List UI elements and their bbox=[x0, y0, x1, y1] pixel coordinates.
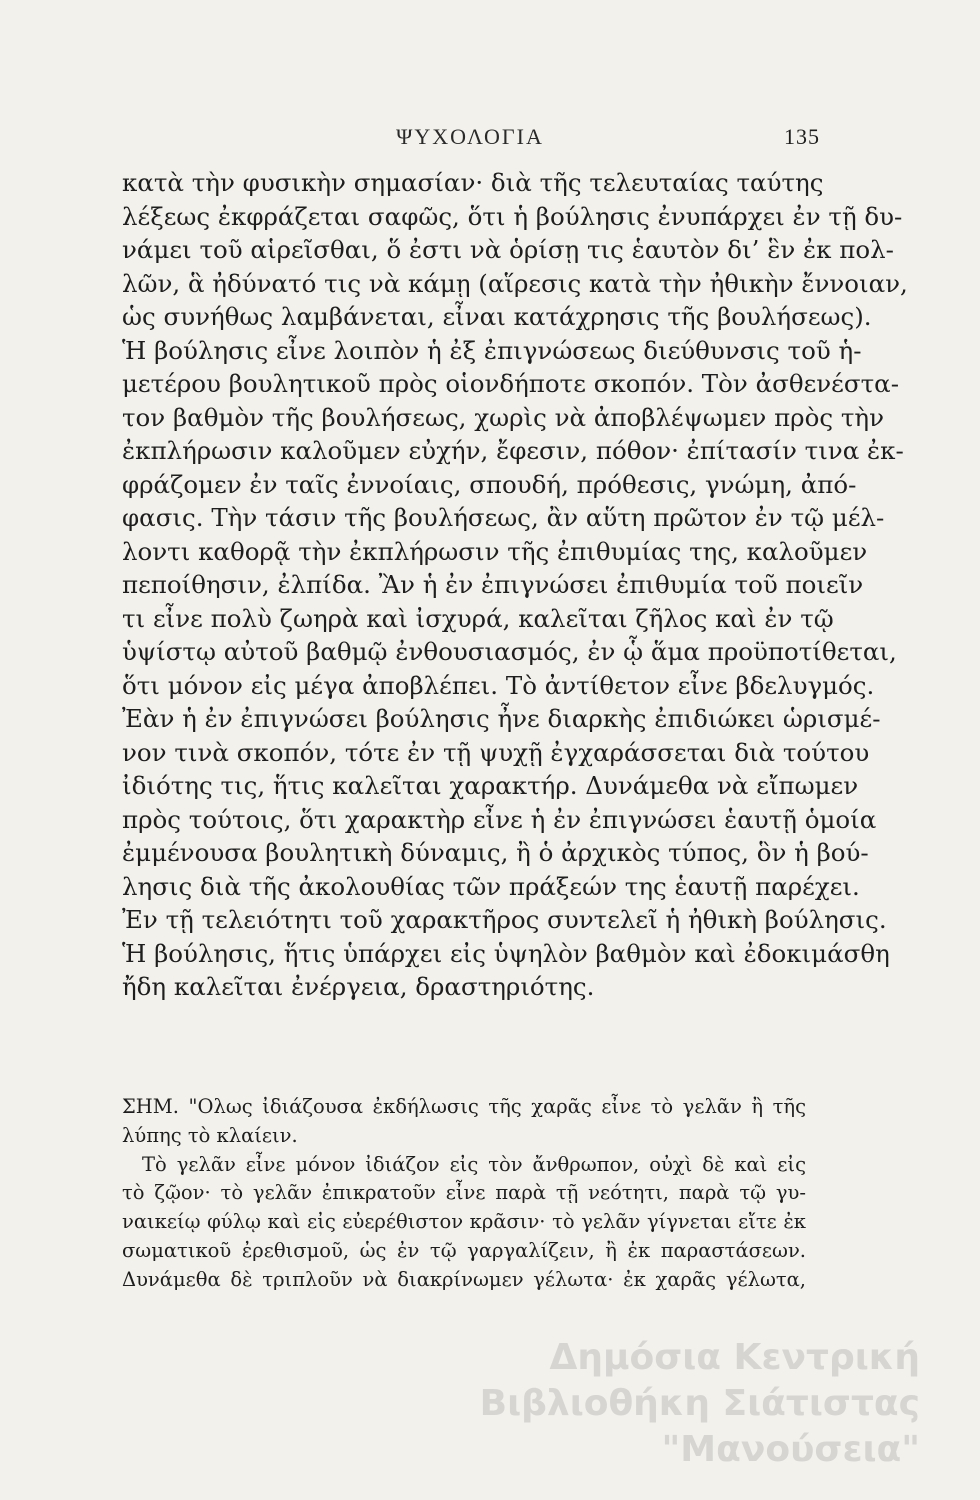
main-text bbox=[122, 166, 908, 1004]
text-line: νον τινὰ σκοπόν, τότε ἐν τῇ ψυχῇ ἐγχαράσσεται διὰ τούτου bbox=[122, 737, 870, 767]
text-line: ἐμμένουσα βουλητικὴ δύναμις, ἢ ὁ ἀρχικὸς τύπος, ὃν ἡ βού- bbox=[122, 838, 869, 867]
watermark-line: Δημόσια Κεντρική bbox=[549, 1337, 920, 1378]
text-line: λησις διὰ τῆς ἀκολουθίας τῶν πράξεών της ἑαυτῇ παρέχει. bbox=[122, 871, 860, 901]
running-title: ΨΥΧΟΛΟΓΙΑ bbox=[396, 124, 544, 149]
text-line: φασις. Τὴν τάσιν τῆς βουλήσεως, ἂν αὕτη πρῶτον ἐν τῷ μέλ- bbox=[122, 503, 885, 532]
note-line: Τὸ γελᾶν εἶνε μόνον ἰδιάζον εἰς τὸν ἄνθρωπον, οὐχὶ δὲ καὶ εἰς bbox=[142, 1152, 806, 1176]
note-line: σωματικοῦ ἐρεθισμοῦ, ὡς ἐν τῷ γαργαλίζειν, ἢ ἐκ παραστάσεων. bbox=[122, 1238, 806, 1262]
text-line: ἤδη καλεῖται ἐνέργεια, δραστηριότης. bbox=[122, 972, 595, 1001]
text-line: λοντι καθορᾷ τὴν ἐκπλήρωσιν τῆς ἐπιθυμίας της, καλοῦμεν bbox=[122, 536, 868, 566]
text-line: πρὸς τούτοις, ὅτι χαρακτὴρ εἶνε ἡ ἐν ἐπιγνώσει ἑαυτῇ ὁμοία bbox=[122, 804, 877, 834]
library-watermark bbox=[300, 1335, 920, 1473]
text-line: ὑψίστῳ αὐτοῦ βαθμῷ ἐνθουσιασμός, ἐν ᾧ ἅμα προϋποτίθεται, bbox=[122, 637, 897, 666]
text-line: λέξεως ἐκφράζεται σαφῶς, ὅτι ἡ βούλησις ἐνυπάρχει ἐν τῇ δυ- bbox=[122, 201, 903, 231]
text-line: κατὰ τὴν φυσικὴν σημασίαν· διὰ τῆς τελευταίας ταύτης bbox=[122, 168, 824, 197]
text-line: τον βαθμὸν τῆς βουλήσεως, χωρὶς νὰ ἀποβλέψωμεν πρὸς τὴν bbox=[122, 402, 884, 432]
text-line: λῶν, ἃ ἠδύνατό τις νὰ κάμῃ (αἵρεσις κατὰ τὴν ἠθικὴν ἔννοιαν, bbox=[122, 268, 908, 298]
page-header bbox=[120, 124, 820, 154]
text-line: πεποίθησιν, ἐλπίδα. Ἂν ἡ ἐν ἐπιγνώσει ἐπιθυμία τοῦ ποιεῖν bbox=[122, 570, 864, 599]
text-line: ἰδιότης τις, ἥτις καλεῖται χαρακτήρ. Δυνάμεθα νὰ εἴπωμεν bbox=[122, 771, 859, 800]
text-line: ὡς συνήθως λαμβάνεται, εἶναι κατάχρησις τῆς βουλήσεως). bbox=[122, 302, 872, 331]
footnote bbox=[122, 1093, 806, 1295]
page-number: 135 bbox=[784, 124, 820, 149]
text-line: Ἡ βούλησις εἶνε λοιπὸν ἡ ἐξ ἐπιγνώσεως διεύθυνσις τοῦ ἡ- bbox=[122, 335, 862, 365]
note-line: λύπης τὸ κλαίειν. bbox=[122, 1123, 298, 1147]
text-line: τι εἶνε πολὺ ζωηρὰ καὶ ἰσχυρά, καλεῖται ζῆλος καὶ ἐν τῷ bbox=[122, 603, 834, 633]
text-line: ὅτι μόνον εἰς μέγα ἀποβλέπει. Τὸ ἀντίθετον εἶνε βδελυγμός. bbox=[122, 670, 875, 700]
text-line: Ἐν τῇ τελειότητι τοῦ χαρακτῆρος συντελεῖ ἡ ἠθικὴ βούλησις. bbox=[122, 905, 887, 934]
text-line: φράζομεν ἐν ταῖς ἐννοίαις, σπουδή, πρόθεσις, γνώμη, ἀπό- bbox=[122, 469, 857, 499]
text-line: νάμει τοῦ αἱρεῖσθαι, ὅ ἐστι νὰ ὁρίσῃ τις ἑαυτὸν δι’ ἓν ἐκ πολ- bbox=[122, 235, 894, 264]
note-line: ΣΗΜ. "Ολως ἰδιάζουσα ἐκδήλωσις τῆς χαρᾶς εἶνε τὸ γελᾶν ἢ τῆς bbox=[122, 1095, 806, 1118]
text-line: ἐκπλήρωσιν καλοῦμεν εὐχήν, ἔφεσιν, πόθον· ἐπίτασίν τινα ἐκ- bbox=[122, 436, 904, 465]
text-line: Ἡ βούλησις, ἥτις ὑπάρχει εἰς ὑψηλὸν βαθμὸν καὶ ἐδοκιμάσθη bbox=[122, 938, 890, 968]
text-line: Ἐὰν ἡ ἐν ἐπιγνώσει βούλησις ἦνε διαρκὴς ἐπιδιώκει ὡρισμέ- bbox=[122, 704, 881, 733]
note-line: τὸ ζῷον· τὸ γελᾶν ἐπικρατοῦν εἶνε παρὰ τῇ νεότητι, παρὰ τῷ γυ- bbox=[122, 1181, 806, 1205]
note-line: Δυνάμεθα δὲ τριπλοῦν νὰ διακρίνωμεν γέλωτα· ἐκ χαρᾶς γέλωτα, bbox=[122, 1267, 806, 1291]
watermark-line: Βιβλιοθήκη Σιάτιστας "Μανούσεια" bbox=[479, 1383, 920, 1470]
text-line: μετέρου βουλητικοῦ πρὸς οἱονδήποτε σκοπόν. Τὸν ἀσθενέστα- bbox=[122, 369, 899, 398]
note-line: ναικείῳ φύλῳ καὶ εἰς εὐερέθιστον κρᾶσιν· τὸ γελᾶν γίγνεται εἴτε ἐκ bbox=[122, 1210, 806, 1234]
